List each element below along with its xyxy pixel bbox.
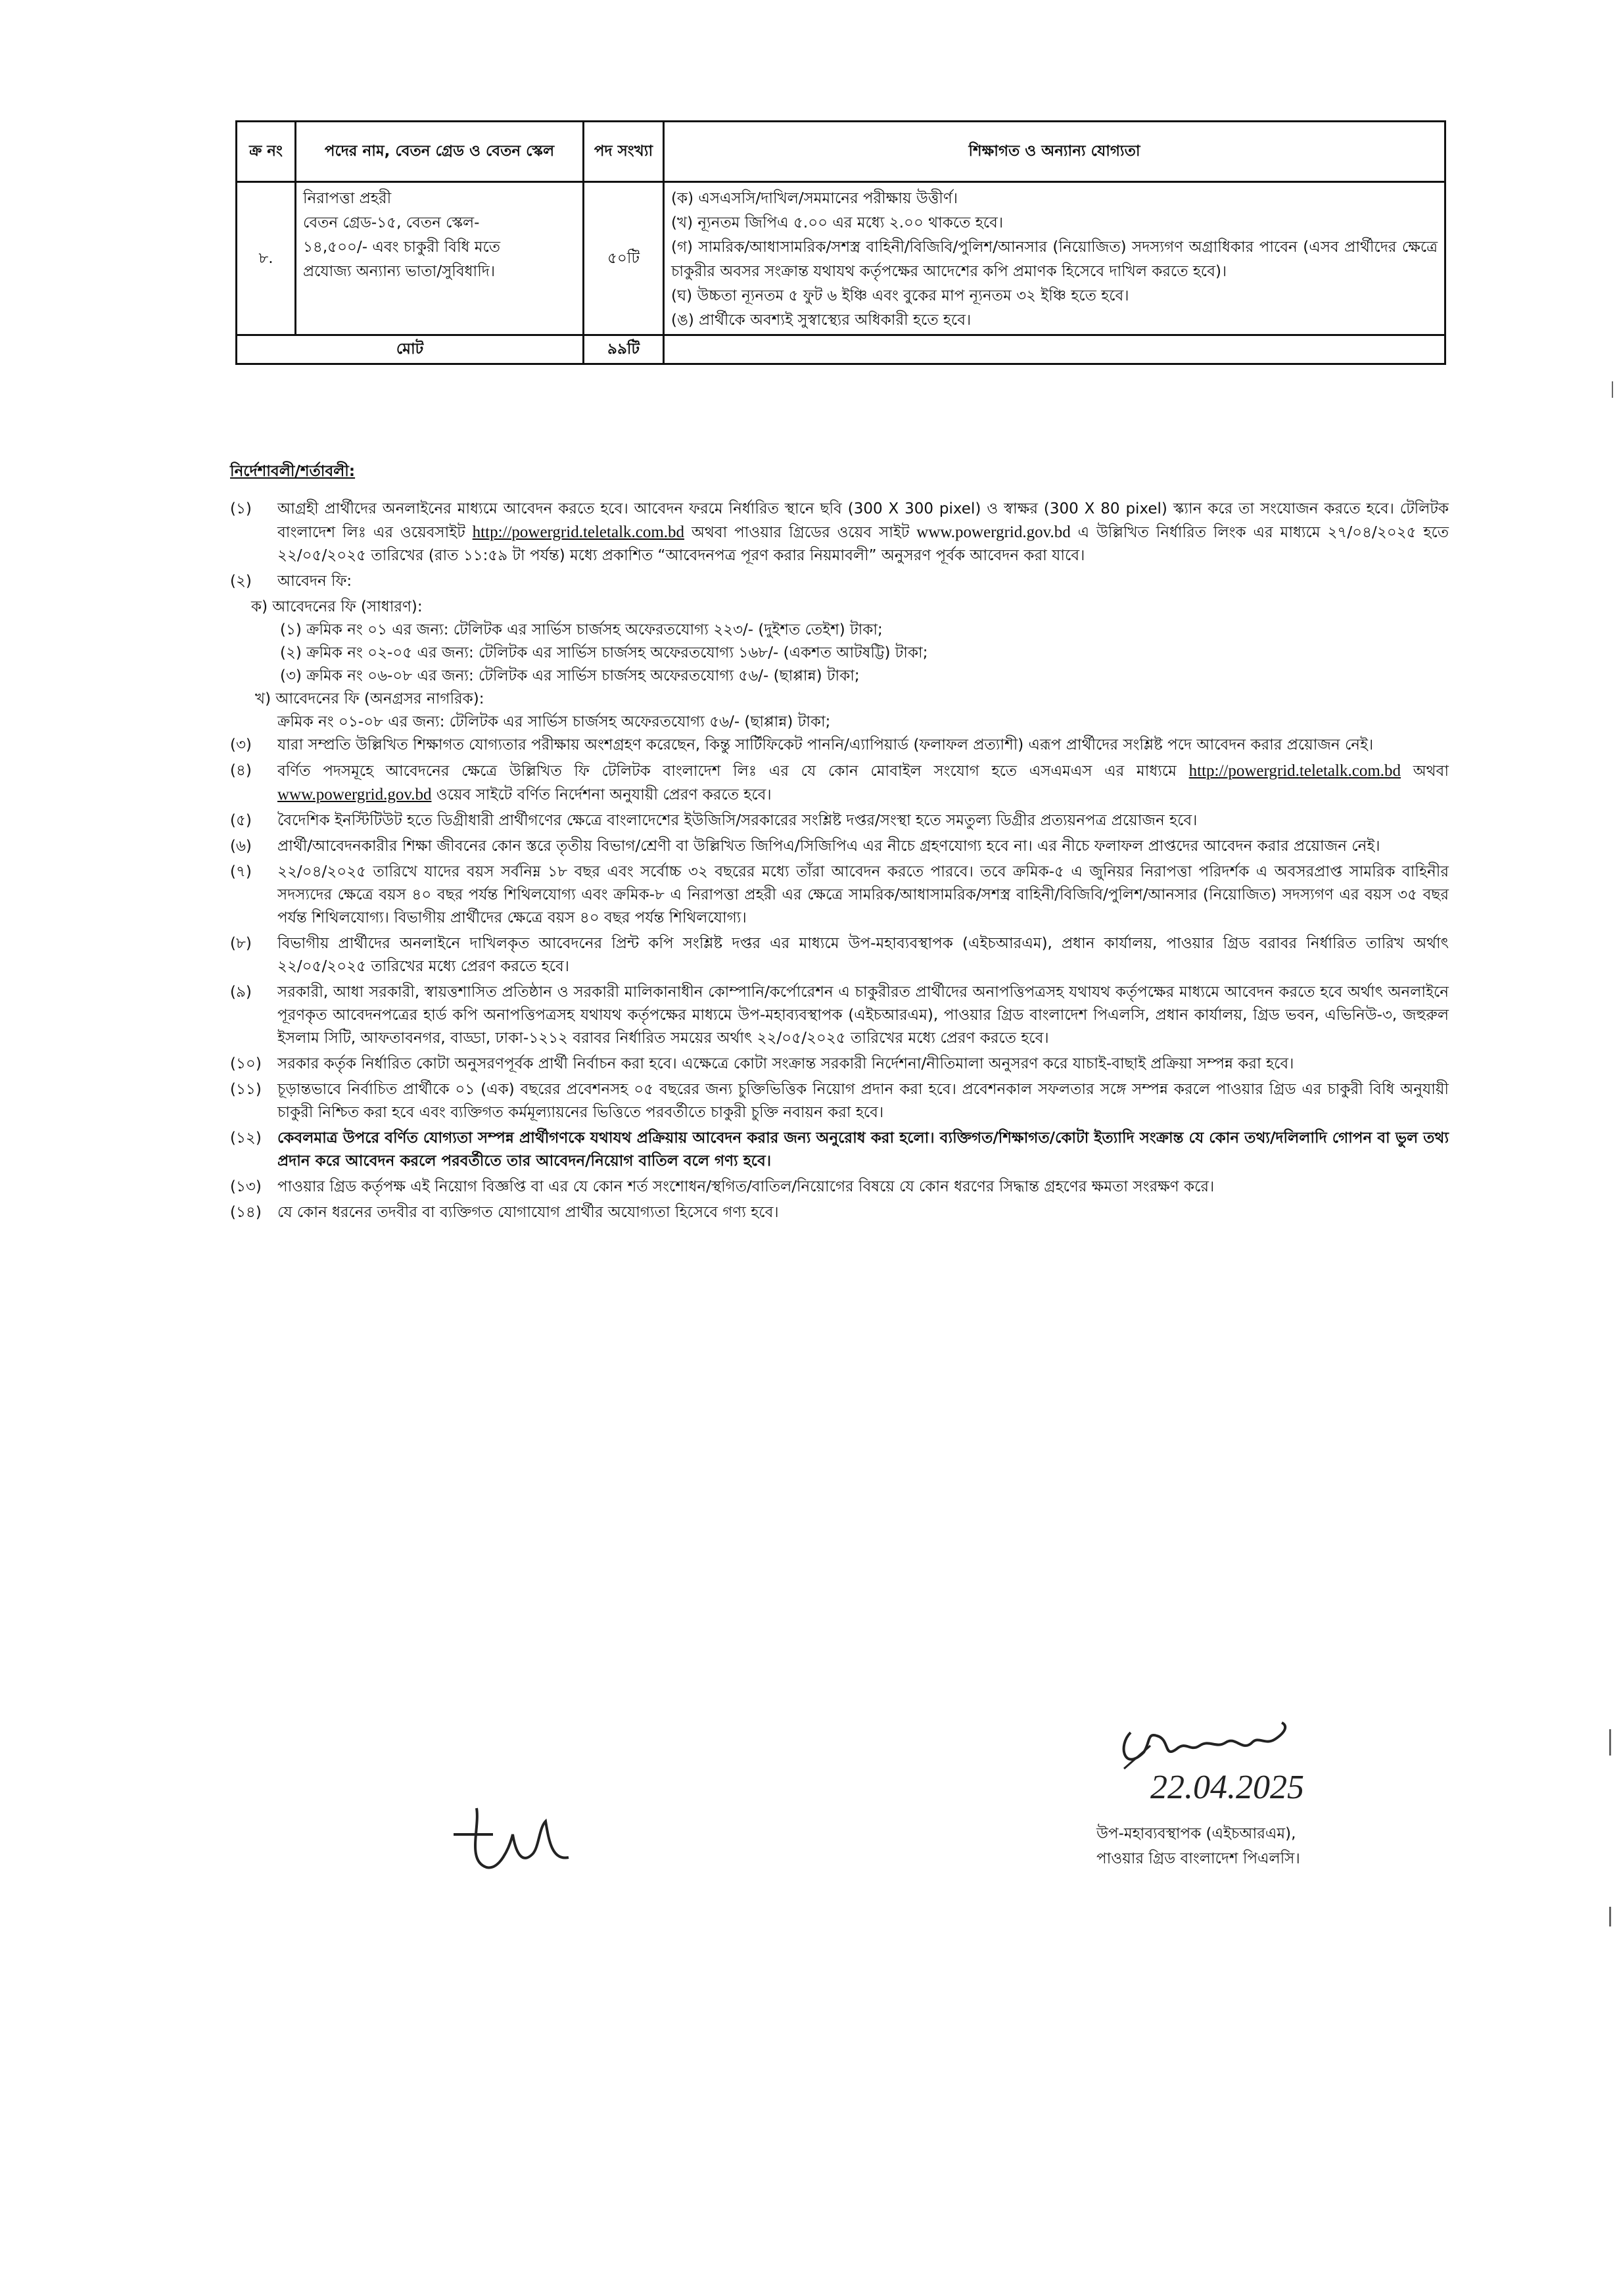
item-number: (৮) xyxy=(230,935,252,952)
item-text: সরকারী, আধা সরকারী, স্বায়ত্তশাসিত প্রতিষ্ঠান ও সরকারী মালিকানাধীন কোম্পানি/কর্পোরেশন এ চাকুরীরত প্রার্থীদের অনাপত্তিপত্রসহ যথাযথ কর্তৃপক্ষের মাধ্যমে আবেদন করতে হবে অর্থাৎ অনলাইনে পূরণকৃত আবেদনপত্রের হার্ড কপি অনাপত্তিপত্রসহ যথাযথ কর্তৃপক্ষের মাধ্যমে উপ-মহাব্যবস্থাপক (এইচআরএম), পাওয়ার গ্রিড বাংলাদেশ পিএলসি, প্রধান কার্যালয়, গ্রিড ভবন, এভিনিউ-৩, জহুরুল ইসলাম সিটি, আফতাবনগর, বাড্ডা, ঢাকা-১২১২ বরাবর নির্ধারিত সময়ের অর্থাৎ ২২/০৫/২০২৫ তারিখের মধ্যে প্রেরণ করতে হবে। xyxy=(277,984,1449,1047)
qualification-line: (ঙ) প্রার্থীকে অবশ্যই সুস্বাস্থ্যের অধিকারী হতে হবে। xyxy=(671,312,972,329)
item-text: যে কোন ধরনের তদবীর বা ব্যক্তিগত যোগাযোগ প্রার্থীর অযোগ্যতা হিসেবে গণ্য হবে। xyxy=(277,1204,779,1221)
header-serial: ক্র নং xyxy=(237,122,296,182)
instruction-item xyxy=(230,1176,1449,1199)
item-text: প্রার্থী/আবেদনকারীর শিক্ষা জীবনের কোন স্তরে তৃতীয় বিভাগ/শ্রেণী বা উল্লিখিত জিপিএ/সিজিপিএ এর নীচে গ্রহণযোগ্য হবে না। এর নীচে ফলাফল প্রাপ্তদের আবেদন করার প্রয়োজন নেই। xyxy=(277,838,1380,855)
item-text-part: অথবা xyxy=(1413,763,1449,780)
item-text: বৈদেশিক ইনস্টিটিউট হতে ডিগ্রীধারী প্রার্থীগণের ক্ষেত্রে বাংলাদেশের ইউজিসি/সরকারের সংশ্লিষ্ট দপ্তর/সংস্থা হতে সমতুল্য ডিগ্রীর প্রত্যয়নপত্র প্রয়োজন হবে। xyxy=(277,812,1198,829)
row-post xyxy=(296,182,584,335)
header-post: পদের নাম, বেতন গ্রেড ও বেতন স্কেল xyxy=(296,122,584,182)
total-empty-cell xyxy=(664,335,1445,364)
table-total-row xyxy=(237,335,1445,364)
powergrid-link[interactable]: www.powergrid.gov.bd xyxy=(277,786,432,803)
scan-edge-mark xyxy=(1612,381,1613,398)
signatory-designation xyxy=(1096,1821,1438,1871)
instruction-item xyxy=(230,570,1449,593)
powergrid-website: www.powergrid.gov.bd xyxy=(916,523,1071,541)
instructions-title: নির্দেশাবলী/শর্তাবলী: xyxy=(230,463,356,480)
item-text: চূড়ান্তভাবে নির্বাচিত প্রার্থীকে ০১ (এক) বছরের প্রবেশনসহ ০৫ বছরের জন্য চুক্তিভিত্তিক নিয়োগ প্রদান করা হবে। প্রবেশনকাল সফলতার সঙ্গে সম্পন্ন করলে পাওয়ার গ্রিড এর চাকুরী বিধি অনুযায়ী চাকুরী নিশ্চিত করা হবে এবং ব্যক্তিগত কর্মমূল্যায়নের ভিত্তিতে পরবর্তীতে চাকুরী চুক্তি নবায়ন করা হবে। xyxy=(277,1081,1449,1121)
item-text: কেবলমাত্র উপরে বর্ণিত যোগ্যতা সম্পন্ন প্রার্থীগণকে যথাযথ প্রক্রিয়ায় আবেদন করার জন্য অনুরোধ করা হলো। ব্যক্তিগত/শিক্ষাগত/কোটা ইত্যাদি সংক্রান্ত যে কোন তথ্য/দলিলাদি গোপন বা ভুল তথ্য প্রদান করে আবেদন করলে পরবর্তীতে তার আবেদন/নিয়োগ বাতিল বলে গণ্য হবে। xyxy=(277,1130,1449,1170)
instructions-section xyxy=(230,460,1449,1227)
instruction-item xyxy=(230,981,1449,1050)
instruction-item xyxy=(230,1053,1449,1076)
qualification-line: (খ) ন্যূনতম জিপিএ ৫.০০ এর মধ্যে ২.০০ থাকতে হবে। xyxy=(671,214,1004,231)
fee-line: (৩) ক্রমিক নং ০৬-০৮ এর জন্য: টেলিটক এর সার্ভিস চার্জসহ অফেরতযোগ্য ৫৬/- (ছাপ্পান্ন) টাকা; xyxy=(280,667,860,684)
qualification-line: (ক) এসএসসি/দাখিল/সমমানের পরীক্ষায় উত্তীর্ণ। xyxy=(671,190,958,207)
instruction-item xyxy=(230,759,1449,807)
instruction-item xyxy=(230,1078,1449,1124)
teletalk-link[interactable]: http://powergrid.teletalk.com.bd xyxy=(1188,762,1401,780)
pay-line: বেতন গ্রেড-১৫, বেতন স্কেল- xyxy=(303,214,480,231)
pay-line: ১৪,৫০০/- এবং চাকুরী বিধি মতে xyxy=(303,239,501,256)
item-text-part: এ উল্লিখিত নির্ধারিত লিংক এর মাধ্যমে ২৭/০৪/২০২৫ হতে ২২/০৫/২০২৫ তারিখের (রাত ১১:৫৯ টা পর্যন্ত) মধ্যে প্রকাশিত “আবেদনপত্র পূরণ করার নিয়মাবলী” অনুসরণ পূর্বক আবেদন করা যাবে। xyxy=(277,524,1449,564)
item-number: (১৩) xyxy=(230,1178,262,1195)
item-text xyxy=(277,498,1449,567)
instruction-item xyxy=(230,498,1449,567)
item-number: (৯) xyxy=(230,984,252,1001)
teletalk-link[interactable]: http://powergrid.teletalk.com.bd xyxy=(472,523,685,541)
header-count: পদ সংখ্যা xyxy=(584,122,664,182)
item-text-part: বর্ণিত পদসমূহে আবেদনের ক্ষেত্রে উল্লিখিত ফি টেলিটক বাংলাদেশ লিঃ এর যে কোন মোবাইল সংযোগ হতে এসএমএস এর মাধ্যমে xyxy=(277,763,1177,780)
fee-line: (১) ক্রমিক নং ০১ এর জন্য: টেলিটক এর সার্ভিস চার্জসহ অফেরতযোগ্য ২২৩/- (দুইশত তেইশ) টাকা; xyxy=(280,621,883,638)
row-qualifications xyxy=(664,182,1445,335)
instruction-item xyxy=(230,835,1449,858)
fee-line: ক্রমিক নং ০১-০৮ এর জন্য: টেলিটক এর সার্ভিস চার্জসহ অফেরতযোগ্য ৫৬/- (ছাপ্পান্ন) টাকা; xyxy=(277,713,831,730)
item-text-part: অথবা পাওয়ার গ্রিডের ওয়েব সাইট xyxy=(691,524,910,541)
initial-signature xyxy=(447,1802,578,1887)
item-number: (২) xyxy=(230,573,252,590)
instruction-item xyxy=(230,1127,1449,1173)
item-text: সরকার কর্তৃক নির্ধারিত কোটা অনুসরণপূর্বক প্রার্থী নির্বাচন করা হবে। এক্ষেত্রে কোটা সংক্রান্ত সরকারী নির্দেশনা/নীতিমালা অনুসরণ করে যাচাই-বাছাই প্রক্রিয়া সম্পন্ন করা হবে। xyxy=(277,1055,1294,1072)
item-text-part: ওয়েব সাইটে বর্ণিত নির্দেশনা অনুযায়ী প্রেরণ করতে হবে। xyxy=(436,786,772,803)
total-value: ৯৯টি xyxy=(584,335,664,364)
item-text: যারা সম্প্রতি উল্লিখিত শিক্ষাগত যোগ্যতার পরীক্ষায় অংশগ্রহণ করেছেন, কিন্তু সার্টিফিকেট পাননি/এ্যাপিয়ার্ড (ফলাফল প্রত্যাশী) এরূপ প্রার্থীদের সংশ্লিষ্ট পদে আবেদন করার প্রয়োজন নেই। xyxy=(277,736,1374,753)
scan-edge-mark xyxy=(1609,1729,1611,1756)
item-number: (৭) xyxy=(230,863,252,880)
item-text: ২২/০৪/২০২৫ তারিখে যাদের বয়স সর্বনিম্ন ১৮ বছর এবং সর্বোচ্চ ৩২ বছরের মধ্যে তাঁরা আবেদন করতে পারবে। তবে ক্রমিক-৫ এ জুনিয়র নিরাপত্তা পরিদর্শক এ অবসরপ্রাপ্ত সামরিক বাহিনীর সদস্যদের ক্ষেত্রে বয়স ৪০ বছর পর্যন্ত শিথিলযোগ্য এবং ক্রমিক-৮ এ নিরাপত্তা প্রহরী এর ক্ষেত্রে সামরিক/আধাসামরিক/সশস্ত্র বাহিনী/বিজিবি/পুলিশ/আনসার (নিয়োজিত) সদস্যগণ এর বয়স ৩৫ বছর পর্যন্ত শিথিলযোগ্য। বিভাগীয় প্রার্থীদের ক্ষেত্রে বয়স ৪০ বছর পর্যন্ত শিথিলযোগ্য। xyxy=(277,863,1449,926)
header-qualification: শিক্ষাগত ও অন্যান্য যোগ্যতা xyxy=(664,122,1445,182)
fee-backward-title: খ) আবেদনের ফি (অনগ্রসর নাগরিক): xyxy=(255,690,484,707)
item-number: (১২) xyxy=(230,1130,262,1147)
item-text: বিভাগীয় প্রার্থীদের অনলাইনে দাখিলকৃত আবেদনের প্রিন্ট কপি সংশ্লিষ্ট দপ্তর এর মাধ্যমে উপ-মহাব্যবস্থাপক (এইচআরএম), প্রধান কার্যালয়, পাওয়ার গ্রিড বরাবর নির্ধারিত তারিখ অর্থাৎ ২২/০৫/২০২৫ তারিখের মধ্যে প্রেরণ করতে হবে। xyxy=(277,935,1449,975)
signature-date: 22.04.2025 xyxy=(1150,1769,1304,1806)
positions-table xyxy=(235,120,1446,365)
item-number: (১০) xyxy=(230,1055,262,1072)
signature-with-date xyxy=(1111,1706,1387,1811)
item-number: (৩) xyxy=(230,736,252,753)
instruction-item xyxy=(230,932,1449,978)
item-number: (৪) xyxy=(230,762,252,779)
qualification-line: (ঘ) উচ্চতা ন্যূনতম ৫ ফুট ৬ ইঞ্চি এবং বুকের মাপ ন্যূনতম ৩২ ইঞ্চি হতে হবে। xyxy=(671,287,1129,304)
item-number: (৫) xyxy=(230,812,252,829)
scan-edge-mark xyxy=(1609,1907,1611,1926)
fee-general-title: ক) আবেদনের ফি (সাধারণ): xyxy=(251,598,423,615)
item-number: (১১) xyxy=(230,1081,262,1098)
item-number: (৬) xyxy=(230,838,252,855)
item-text-part: আগ্রহী প্রার্থীদের অনলাইনের মাধ্যমে আবেদন করতে হবে। আবেদন ফরমে নির্ধারিত স্থানে ছবি (300 X 300 pixel) ও স্বাক্ষর (300 X 80 pixel) স্ক্যান করে তা সংযোজন করতে হবে। টেলিটক বাংলাদেশ লিঃ এর ওয়েবসাইট xyxy=(277,500,1449,541)
item-number: (১) xyxy=(230,500,252,517)
post-name: নিরাপত্তা প্রহরী xyxy=(303,190,392,207)
item-number: (১৪) xyxy=(230,1204,262,1221)
pay-line: প্রযোজ্য অন্যান্য ভাতা/সুবিধাদি। xyxy=(303,263,496,280)
table-row xyxy=(237,182,1445,335)
designation-line: পাওয়ার গ্রিড বাংলাদেশ পিএলসি। xyxy=(1096,1850,1300,1867)
instruction-item xyxy=(230,861,1449,930)
instruction-item xyxy=(230,809,1449,832)
total-label: মোট xyxy=(237,335,584,364)
row-count: ৫০টি xyxy=(584,182,664,335)
item-text: আবেদন ফি: xyxy=(277,573,352,590)
fee-line: (২) ক্রমিক নং ০২-০৫ এর জন্য: টেলিটক এর সার্ভিস চার্জসহ অফেরতযোগ্য ১৬৮/- (একশত আটষট্টি) টাকা; xyxy=(280,644,928,661)
instruction-item xyxy=(230,1201,1449,1224)
instruction-item xyxy=(230,734,1449,757)
item-text xyxy=(277,759,1449,807)
row-serial: ৮. xyxy=(237,182,296,335)
qualification-line: (গ) সামরিক/আধাসামরিক/সশস্ত্র বাহিনী/বিজিবি/পুলিশ/আনসার (নিয়োজিত) সদস্যগণ অগ্রাধিকার পাবেন (এসব প্রার্থীদের ক্ষেত্রে চাকুরীর অবসর সংক্রান্ত যথাযথ কর্তৃপক্ষের আদেশের কপি প্রমাণক হিসেবে দাখিল করতে হবে)। xyxy=(671,239,1438,280)
designation-line: উপ-মহাব্যবস্থাপক (এইচআরএম), xyxy=(1096,1825,1296,1842)
table-header-row xyxy=(237,122,1445,182)
item-text: পাওয়ার গ্রিড কর্তৃপক্ষ এই নিয়োগ বিজ্ঞপ্তি বা এর যে কোন শর্ত সংশোধন/স্থগিত/বাতিল/নিয়োগের বিষয়ে যে কোন ধরণের সিদ্ধান্ত গ্রহণের ক্ষমতা সংরক্ষণ করে। xyxy=(277,1178,1215,1195)
